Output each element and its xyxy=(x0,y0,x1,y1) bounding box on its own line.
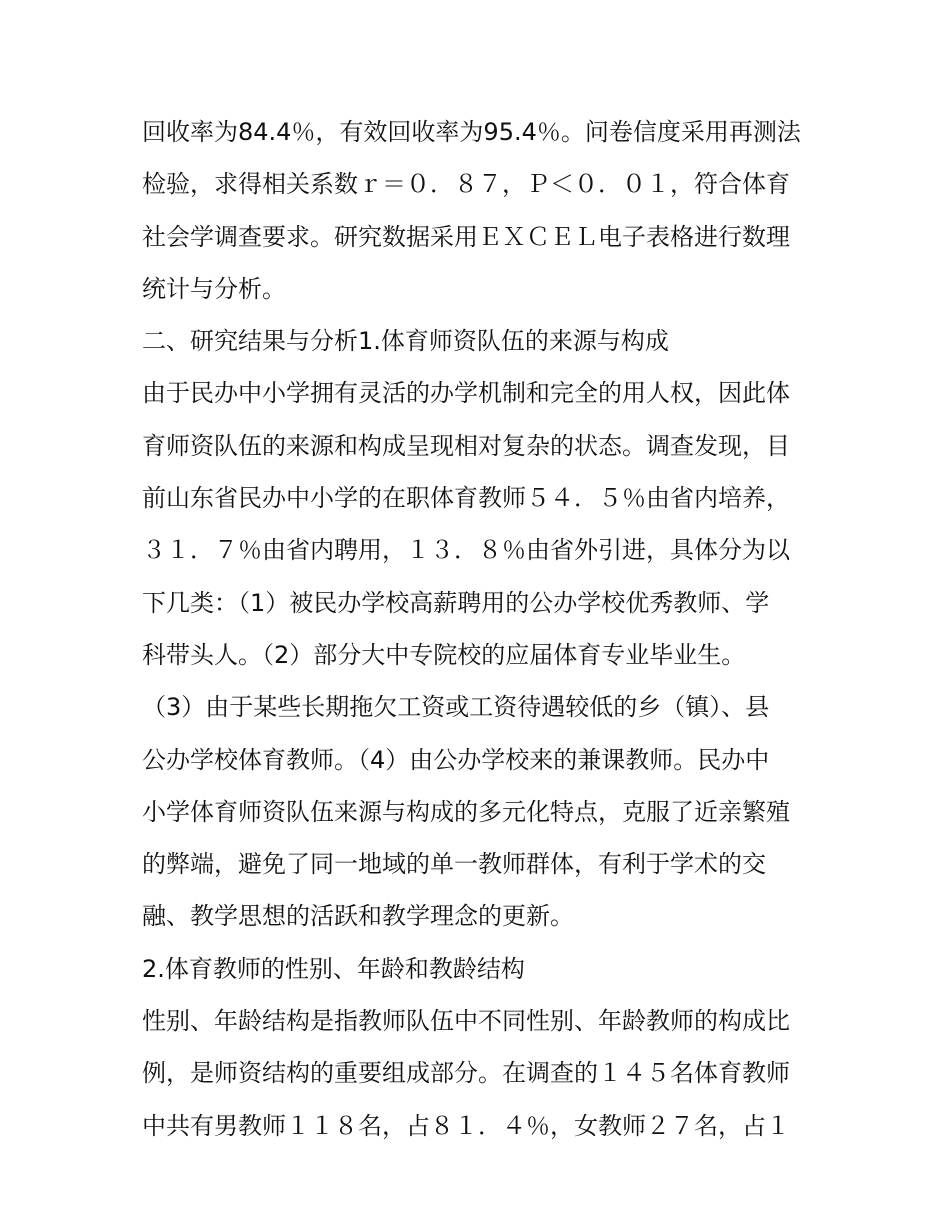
section-heading: 二、研究结果与分析1.体育师资队伍的来源与构成 xyxy=(142,327,669,356)
text-line: ３１．７％由省内聘用，１３．８％由省外引进，具体分为以 xyxy=(142,536,790,565)
text-line: 科带头人。（2）部分大中专院校的应届体育专业毕业生。 xyxy=(142,640,746,669)
text-line: 融、教学思想的活跃和教学理念的更新。 xyxy=(142,902,574,931)
text-line: 小学体育师资队伍来源与构成的多元化特点，克服了近亲繁殖 xyxy=(142,797,790,826)
text-line: 社会学调查要求。研究数据采用ＥＸＣＥＬ电子表格进行数理 xyxy=(142,222,790,251)
text-line: 回收率为84.4％，有效回收率为95.4％。问卷信度采用再测法 xyxy=(142,118,801,146)
text-line: 的弊端，避免了同一地域的单一教师群体，有利于学术的交 xyxy=(142,850,766,879)
text-line: 检验，求得相关系数ｒ＝０．８７，Ｐ＜０．０１，符合体育 xyxy=(142,170,790,199)
text-line: 前山东省民办中小学的在职体育教师５４．５％由省内培养， xyxy=(142,484,790,513)
text-line: 中共有男教师１１８名，占８１．４％，女教师２７名，占１ xyxy=(142,1111,790,1140)
text-line: 性别、年龄结构是指教师队伍中不同性别、年龄教师的构成比 xyxy=(142,1007,790,1036)
text-line: 下几类：（1）被民办学校高薪聘用的公办学校优秀教师、学 xyxy=(142,588,770,617)
section-heading: 2.体育教师的性别、年龄和教龄结构 xyxy=(142,954,525,983)
text-line: （3）由于某些长期拖欠工资或工资待遇较低的乡（镇）、县 xyxy=(142,693,770,722)
text-line: 统计与分析。 xyxy=(142,274,286,303)
text-line: 公办学校体育教师。（4）由公办学校来的兼课教师。民办中 xyxy=(142,745,770,774)
text-line: 例，是师资结构的重要组成部分。在调查的１４５名体育教师 xyxy=(142,1059,790,1088)
text-line: 由于民办中小学拥有灵活的办学机制和完全的用人权，因此体 xyxy=(142,379,790,408)
document-body xyxy=(142,106,822,1152)
text-line: 育师资队伍的来源和构成呈现相对复杂的状态。调查发现，目 xyxy=(142,431,790,460)
